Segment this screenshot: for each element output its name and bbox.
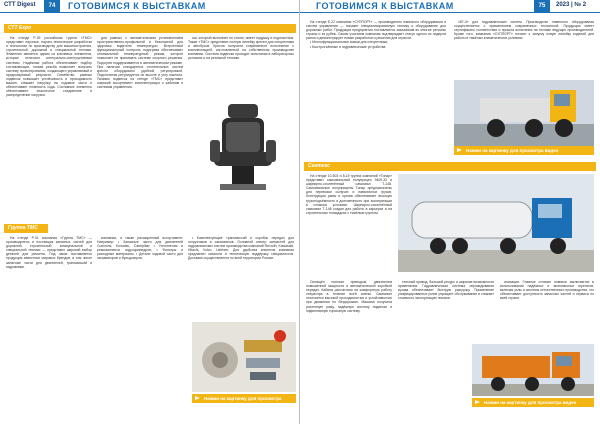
equipment-photo[interactable]	[454, 80, 594, 146]
header-rule	[0, 12, 300, 13]
play-icon	[475, 400, 480, 404]
article-band-2: Группа ТМС	[4, 224, 48, 233]
article2-column-2: компании, а также расширенный ассортимент. Например: • Запасные части для двигателей Cummins, Komatsu, Caterpillar; • Уплотнения и ремкомплекты гидроцилиндров; • Фильтры и расходные материалы; • Детали ходовой части для экскаваторов и бульдозеров.	[97, 236, 183, 261]
section-title: ГОТОВИМСЯ К ВЫСТАВКАМ	[316, 1, 454, 11]
brand-logo: СТТ Digest	[4, 2, 36, 8]
left-header	[0, 0, 300, 12]
video-link-button-1[interactable]	[454, 146, 594, 155]
article2-column-4: ализации. Главное отличие новинки заключается в использовании надёжных и экономичных агрегатов, включая узлы и системы отечественного производства, что обеспечивает доступность запасных частей и сервиса по всей стране.	[500, 280, 594, 301]
video-link-label: Нажми на картинку для просмотра видео	[204, 396, 282, 410]
article2-column-3: тельный привод, большой ресурс и широкие возможности применения. Гидравлическая система опрокидывания кузова обеспечивает быструю разгрузку. Применение унифицированных узлов упрощает обслуживание и снижает стоимость эксплуатации техники.	[398, 280, 494, 301]
article-column-2: для рамных с автоматическим установлением пространственно-профильной и безопасной для здоровья водителя температуры. Встроенный функциональный контроль подогрева обеспечивает оптимальный температурный режим, которое позволяет не принимать системе спорного решения. Подогрев поддерживается в автоматическом режиме. При наличии стандартных отопительных систем кресло оборудовано удобной регулировкой. Подголовник регулируется по высоте и углу наклона. Помимо подвесок на стенде «ТМС» представит широкий ассортимент комплектующих к кабинам и системам управления.	[97, 36, 183, 90]
play-icon	[195, 396, 200, 400]
video-link-button[interactable]	[192, 394, 296, 410]
page-number: 74	[44, 0, 60, 12]
page-number: 75	[534, 0, 550, 12]
article2-column-1: На стенде 10-503 и 8-19 группа компаний «Тонар» представит самосвальный полуприцеп 9409-33 и шарнирно-сочленённый самосвал Т-148. Самосвальные полуприцепы Тонар предназначены для перевозки сыпучих и навалочных грузов. Конструкция рамы и кузова обеспечивает высокую грузоподъёмность и долговечность при эксплуатации в сложных условиях. Шарнирно-сочленённый самосвал Т-148 создан для работы в карьерах и на строительных площадках с тяжёлым грунтом.	[306, 174, 392, 215]
truck-photo[interactable]	[398, 174, 594, 272]
article2-column-3: • Комплектующие трансмиссий и коробок передач для погрузчиков и самосвалов. Основной спектр запчастей для гидравлических систем производства компаний Rexroth, Kawasaki, Hitachi, Volvo, Liebherr. Для удобства клиентов компания предлагает каталоги и техническую поддержку специалистов. Доставка осуществляется по всей территории России.	[188, 236, 294, 261]
article-column-3: ши, который выполнен по стилю, имеет подушку и подлокотник. Также «ТМС» представит полную линейку кресел для спецтехники и автобусов. Кресла получили современное исполнение с комплектацией, изготовленной на собственном производстве компании. Система подвески проходит испытания в лабораторных условиях и на реальной технике.	[188, 36, 294, 61]
section-title: ГОТОВИМСЯ К ВЫСТАВКАМ	[68, 1, 206, 11]
article-band: Сентекс	[304, 162, 596, 171]
play-icon	[457, 148, 462, 152]
article2-column-1: На стенде Р-01 компания «Группа ТМС» — производитель и поставщик запасных частей для дорожной, строительной, коммунальной и специальной техники — представит широкий выбор деталей для ремонта. Под заказ поставляется продукция известных мировых брендов, в том числе запасные части для двигателей, трансмиссий и гидравлики.	[6, 236, 92, 269]
header-rule	[300, 12, 600, 13]
video-link-button-2[interactable]	[472, 398, 594, 407]
right-header	[300, 0, 600, 12]
video-link-label: Нажми на картинку для просмотра видео	[484, 400, 577, 405]
article-column-1: На стенде Е-22 компания «СУППОРТ» — производитель навесного оборудования и систем управления — покажет специализированную технику и оборудование для дорожных работ. Продукция предприятия поставляется заказчикам во многие регионы страны и за рубеж. Своим участием компания подтверждает статус одного из лидеров рынка и демонстрирует новые разработки и решения для отрасли. • Многофункциональные ковши для спецтехники; • Быстросъёмные и гидравлические устройства.	[306, 20, 446, 49]
article-column-1: На стенде Р-39 российская группа «ТМС» представит научные, научно-технические разработки и технологии по производству для машиностроения, строительной, дорожной и специальной техники. Фланелин является одним из ключевых элементов, которые отличают интегрально-конструктивные системы. Надёжная работа обеспечивает подбор составляющих, тонкая резьба позволяет получить систему проектирования, создающего управляемый и предсказуемый результат. Семейство рамных подвесок повышает устойчивость и проходимость машин, снижает нагрузку на ходовые части и обеспечивает плавность хода. Составные элементы обеспечивают эластичное соединение и распределение нагрузки.	[6, 36, 92, 98]
article2-column-2: Оснащён полным приводом, двигателем повышенной мощности и автоматической коробкой передач. Кабина рассчитана на комфортную работу оператора в течение всей смены. Самосвал отличается высокой проходимостью и устойчивостью при движении по бездорожью. Машина получила усиленную раму, надёжную систему подвески и эффективную тормозную систему.	[306, 280, 392, 313]
article-column-2: 187-3» для гидравлических систем. Производство навесного оборудования осуществляется с применением современных технологий. Продукция имеет сертификаты соответствия и прошла испытания на технике ведущих производителей. Кроме того, компания «СУППОРТ» готовит к запуску новую линейку изделий для работы в тяжёлых климатических условиях.	[454, 20, 594, 41]
dump-truck-photo[interactable]	[472, 344, 594, 396]
issue-label: 2023 | № 2	[556, 2, 587, 8]
right-page	[300, 0, 600, 424]
video-link-label: Нажми на картинку для просмотра видео	[466, 148, 559, 153]
article-band: СТТ Expo	[4, 24, 296, 33]
seat-photo[interactable]	[200, 100, 286, 196]
parts-photo[interactable]	[192, 322, 296, 392]
